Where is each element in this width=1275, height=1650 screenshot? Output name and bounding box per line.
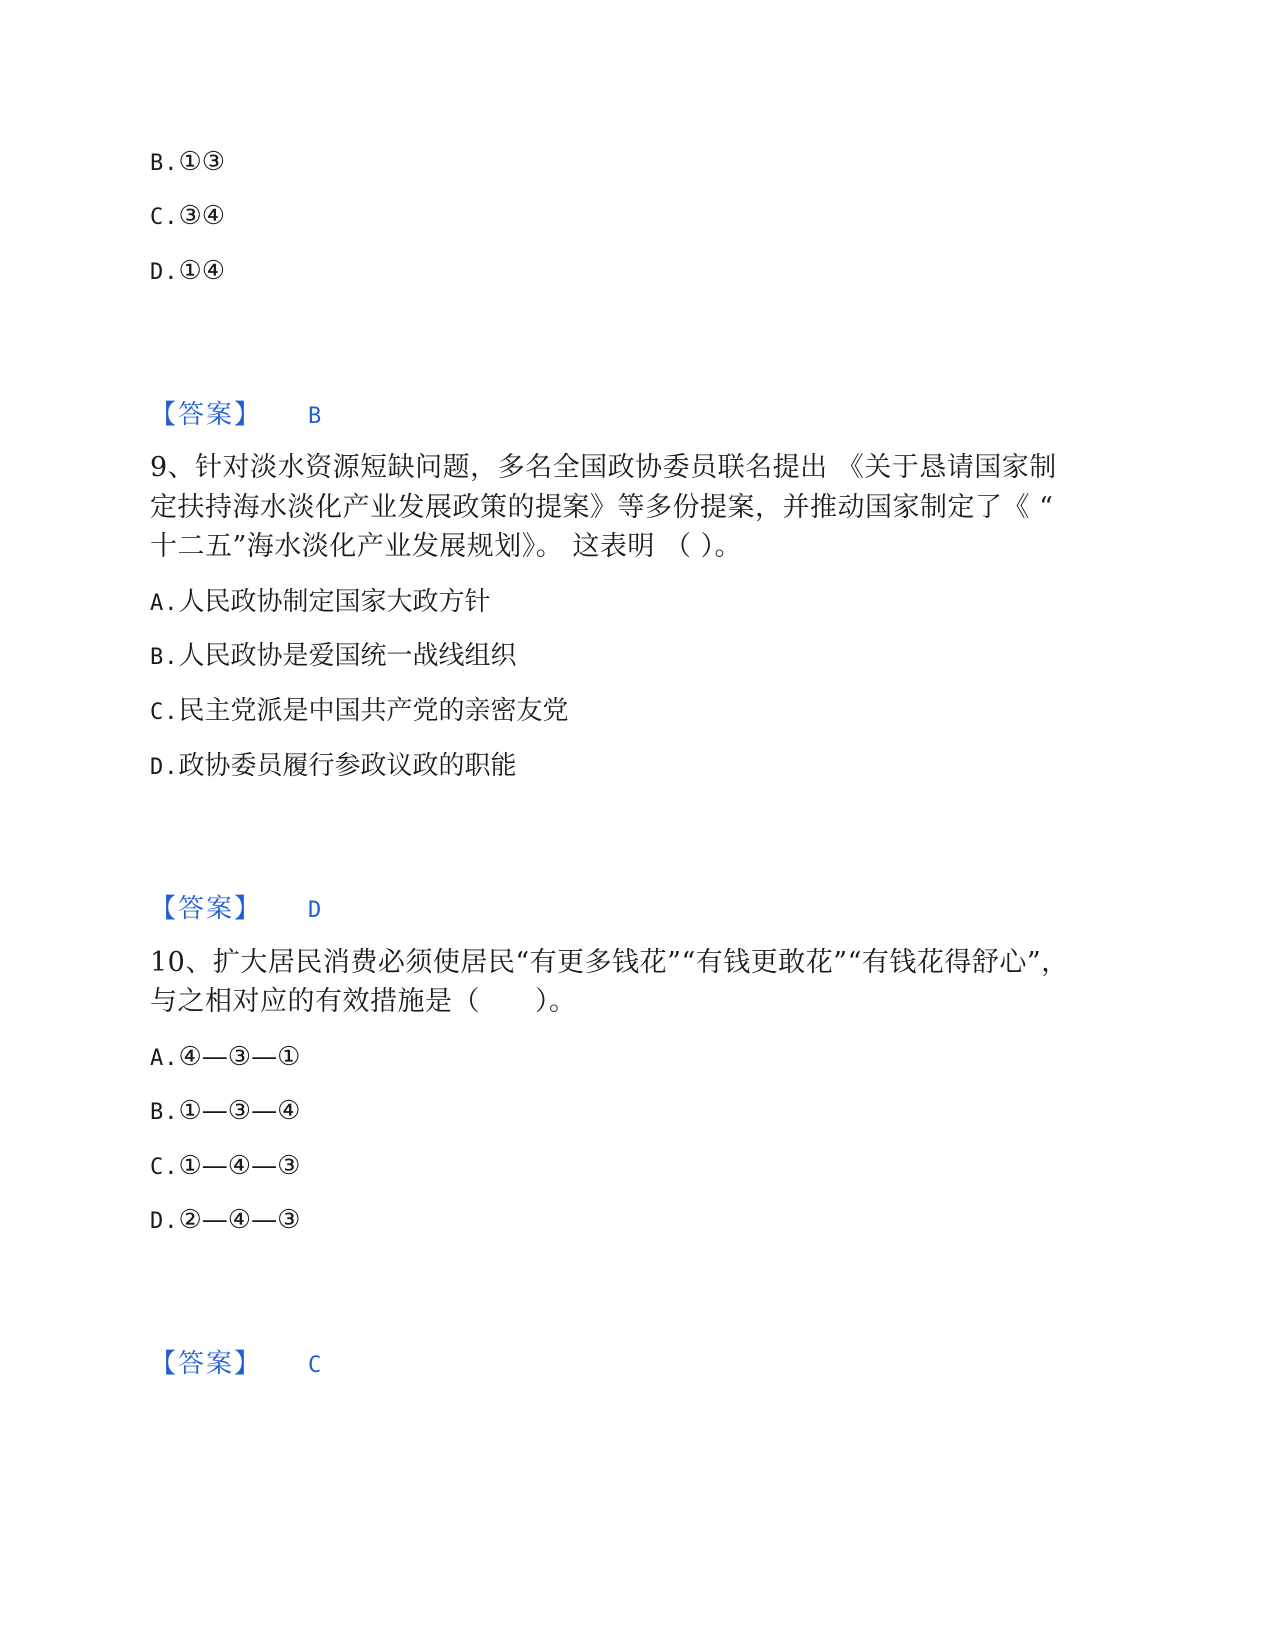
q9-text-line-3: 十二五”海水淡化产业发展规划》。 这表明 （ ）。 bbox=[150, 531, 743, 562]
option-letter: A. bbox=[150, 591, 179, 616]
q9-answer bbox=[150, 892, 321, 928]
option-text: ①④ bbox=[178, 256, 226, 286]
option-text: ①—③—④ bbox=[178, 1096, 301, 1126]
answer-label: 【答案】 bbox=[150, 400, 263, 430]
q8-option-b bbox=[150, 145, 225, 181]
q10-option-c bbox=[150, 1149, 300, 1185]
answer-value: B bbox=[308, 404, 322, 429]
answer-value: D bbox=[308, 898, 322, 923]
q9-option-a bbox=[150, 585, 491, 621]
option-letter: B. bbox=[150, 645, 179, 670]
option-letter: C. bbox=[150, 1155, 179, 1180]
option-letter: B. bbox=[150, 1100, 179, 1125]
q9-option-b bbox=[150, 639, 517, 675]
q10-option-b bbox=[150, 1094, 300, 1130]
q9-text-line-1: 9、针对淡水资源短缺问题，多名全国政协委员联名提出 《关于恳请国家制 bbox=[150, 452, 1057, 483]
q10-answer bbox=[150, 1347, 321, 1383]
option-letter: C. bbox=[150, 205, 179, 230]
q8-option-d bbox=[150, 254, 225, 290]
option-letter: D. bbox=[150, 1209, 179, 1234]
q10-text-line-1: 10、扩大居民消费必须使居民“有更多钱花”“有钱更敢花”“有钱花得舒心”， bbox=[150, 947, 1069, 978]
option-text: ④—③—① bbox=[178, 1042, 301, 1072]
option-text: ③④ bbox=[178, 201, 226, 231]
option-text: 人民政协是爱国统一战线组织 bbox=[178, 641, 517, 671]
q10-option-d bbox=[150, 1203, 300, 1239]
q9-option-c bbox=[150, 694, 569, 730]
option-text: ①—④—③ bbox=[178, 1151, 301, 1181]
option-text: 民主党派是中国共产党的亲密友党 bbox=[178, 696, 569, 726]
option-letter: C. bbox=[150, 700, 179, 725]
q9-text-line-2: 定扶持海水淡化产业发展政策的提案》等多份提案，并推动国家制定了《 “ bbox=[150, 492, 1054, 523]
option-text: ②—④—③ bbox=[178, 1205, 301, 1235]
option-text: 人民政协制定国家大政方针 bbox=[178, 587, 491, 617]
answer-value: C bbox=[308, 1353, 322, 1378]
option-letter: D. bbox=[150, 755, 179, 780]
option-text: 政协委员履行参政议政的职能 bbox=[178, 751, 517, 781]
q10-option-a bbox=[150, 1040, 300, 1076]
option-letter: A. bbox=[150, 1046, 179, 1071]
answer-label: 【答案】 bbox=[150, 894, 263, 924]
q8-option-c bbox=[150, 199, 225, 235]
q9-option-d bbox=[150, 749, 517, 785]
q8-answer bbox=[150, 398, 321, 434]
q10-text-line-2: 与之相对应的有效措施是（ ）。 bbox=[150, 986, 577, 1017]
option-letter: B. bbox=[150, 151, 179, 176]
option-letter: D. bbox=[150, 260, 179, 285]
answer-label: 【答案】 bbox=[150, 1349, 263, 1379]
option-text: ①③ bbox=[178, 147, 226, 177]
